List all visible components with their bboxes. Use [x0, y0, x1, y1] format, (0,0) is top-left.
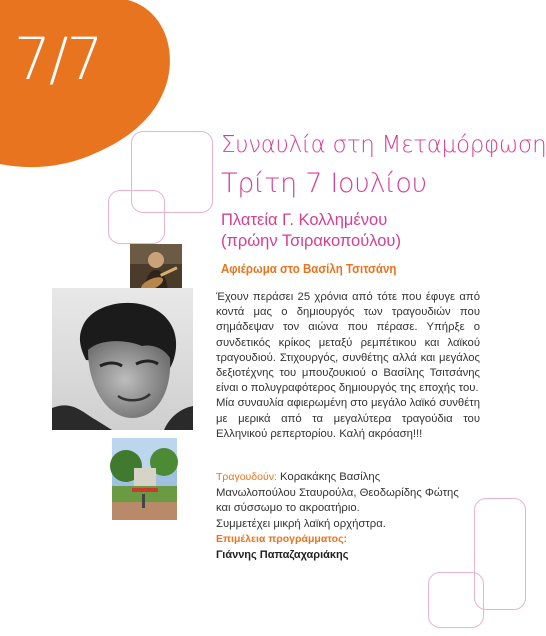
- singers-label: Τραγουδούν:: [216, 471, 277, 483]
- event-date: Τρίτη 7 Ιουλίου: [221, 168, 427, 199]
- venue-line: Πλατεία Γ. Κολλημένου: [221, 211, 388, 229]
- venue-line: (πρώην Τσιρακοπούλου): [221, 232, 401, 250]
- singers-line: και σύσσωμο το ακροατήριο.: [216, 502, 360, 515]
- decorative-frame: [108, 190, 165, 244]
- portrait-photo: [52, 288, 193, 430]
- description-paragraph: Μία συναυλία αφιερωμένη στο μεγάλο λαϊκό συνθέτη με μερικά από τα μεγαλύτερα τραγούδια του Ελληνικού ρεπερτορίου. Καλή ακρόαση!!!: [216, 397, 480, 440]
- singers-line: Μανωλοπούλου Σταυρούλα, Θεοδωρίδης Φώτης: [216, 486, 459, 499]
- singer-name: Κορακάκης Βασίλης: [280, 471, 381, 483]
- curator-label: Επιμέλεια προγράμματος:: [216, 533, 348, 546]
- decorative-frame: [428, 572, 484, 628]
- credits: [216, 470, 486, 564]
- singers-line: [216, 470, 486, 486]
- event-title: Συναυλία στη Μεταμόρφωση: [221, 132, 546, 158]
- event-description: [216, 290, 480, 442]
- event-venue: [221, 210, 401, 252]
- description-paragraph: Έχουν περάσει 25 χρόνια από τότε που έφυγε από κοντά μας ο δημιουργός των τραγουδιών που σημάδεψαν τον αιώνα που πέρασε. Υπήρξε ο συνδετικός κρίκος μεταξύ ρεμπέτικου και λαϊκού τραγουδιού. Στιχουργός, συνθέτης αλλά και μεγάλος δεξιοτέχνης του μπουζουκιού ο Βασίλης Τσιτσάνης είναι ο πολυγραφότερος δημιουργός της εποχής του.: [216, 291, 480, 395]
- square-photo: [112, 438, 177, 520]
- event-tribute: Αφιέρωμα στο Βασίλη Τσιτσάνη: [221, 262, 397, 276]
- curator-name: Γιάννης Παπαζαχαριάκης: [216, 548, 349, 561]
- date-badge: 7/7: [14, 25, 102, 93]
- orchestra-note: Συμμετέχει μικρή λαϊκή ορχήστρα.: [216, 517, 386, 530]
